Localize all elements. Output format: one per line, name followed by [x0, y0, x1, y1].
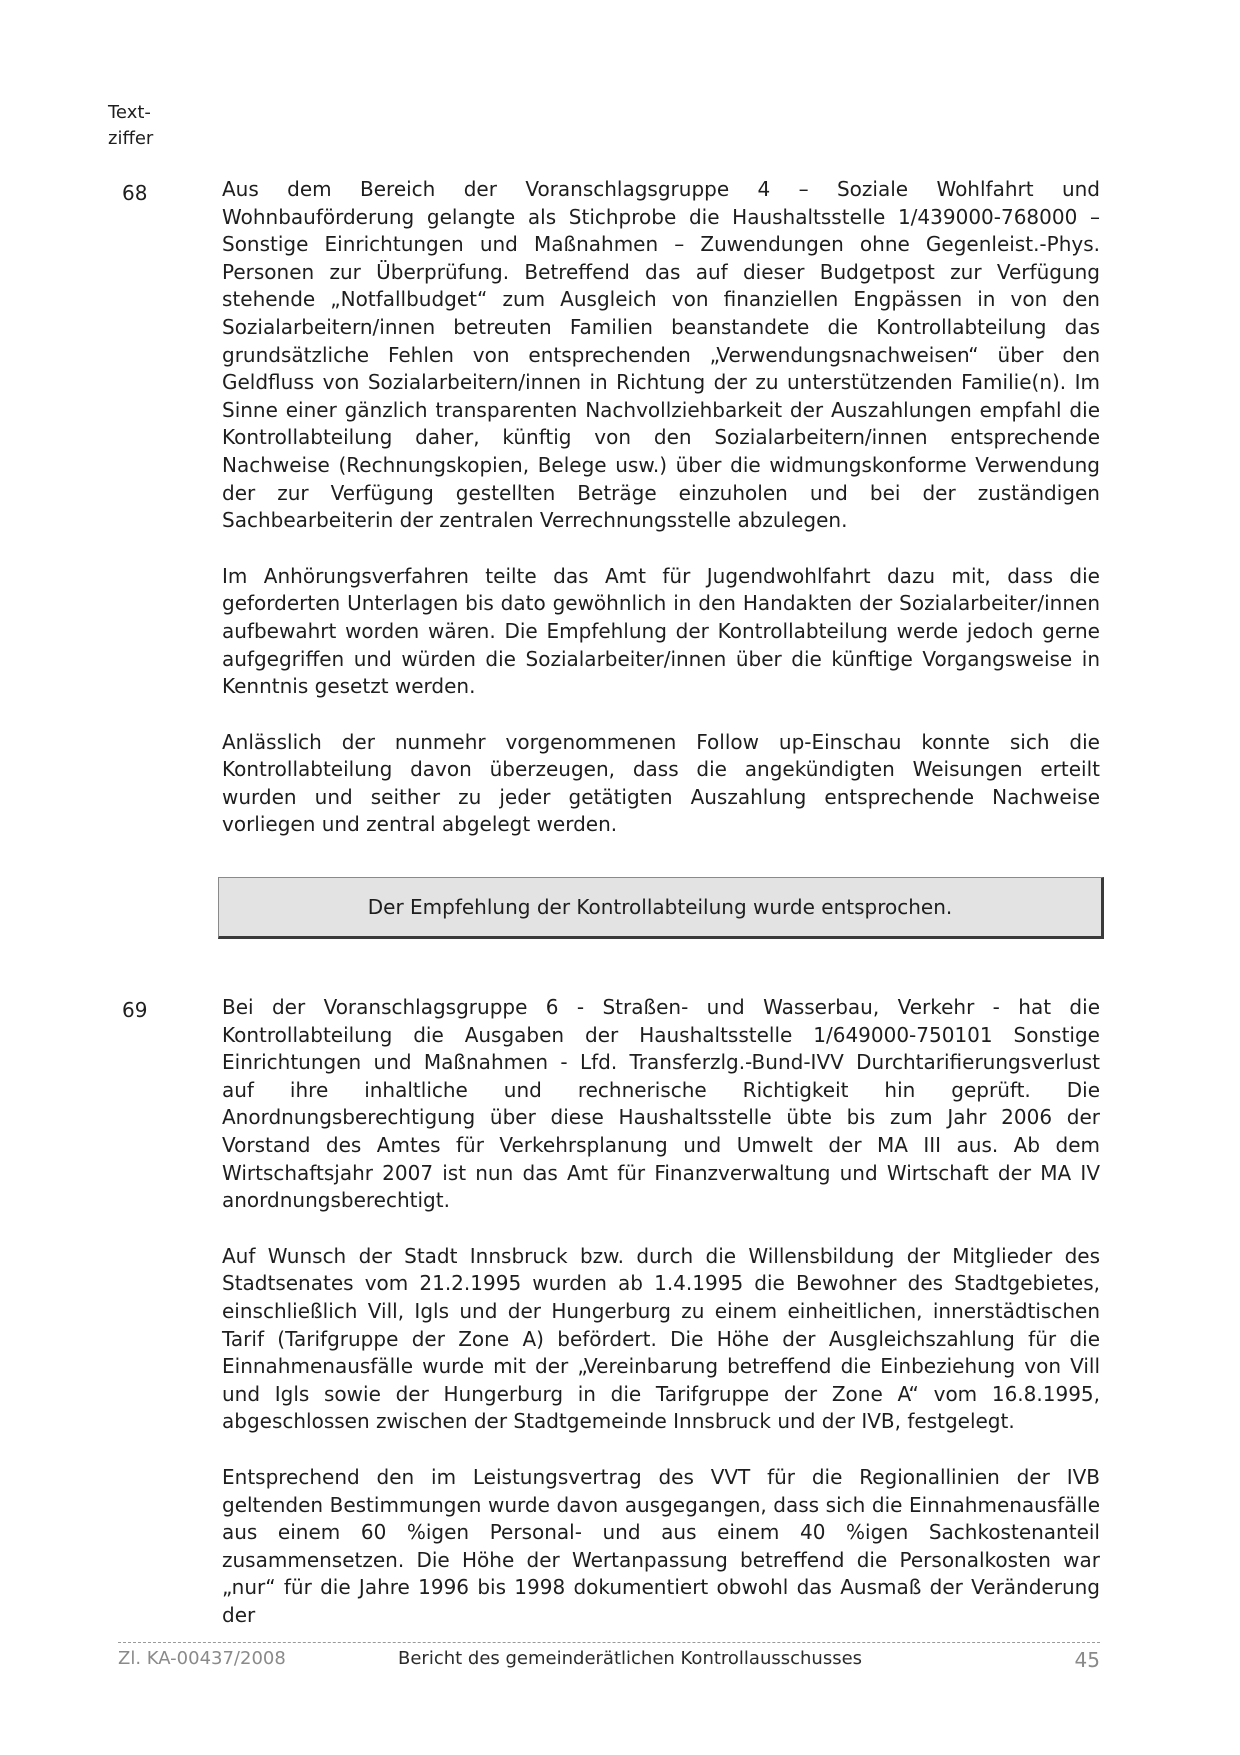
recommendation-notice-box — [218, 877, 1104, 939]
section-number-68: 68 — [122, 181, 148, 205]
paragraph: Im Anhörungsverfahren teilte das Amt für Jugendwohlfahrt dazu mit, dass die geforderten Unterlagen bis dato gewöhnlich in den Handakten der Sozialarbeiter/innen aufbewahrt worden wären. Die Empfehlung der Kontrollabteilung werde jedoch gerne aufgegriffen und würden die Sozialarbeiter/innen über die künftige Vorgangsweise in Kenntnis gesetzt werden. — [222, 563, 1100, 699]
paragraph: Aus dem Bereich der Voranschlagsgruppe 4 – Soziale Wohlfahrt und Wohnbauförderung gelangte als Stichprobe die Haushaltsstelle 1/439000-768000 – Sonstige Einrichtungen und Maßnahmen – Zuwendungen ohne Gegenleist.-Phys. Personen zur Überprüfung. Betreffend das auf dieser Budgetpost zur Verfügung stehende „Notfallbudget“ zum Ausgleich von finanziellen Engpässen in von den Sozialarbeitern/innen betreuten Familien beanstandete die Kontrollabteilung das grundsätzliche Fehlen von entsprechenden „Verwendungsnachweisen“ über den Geldfluss von Sozialarbeitern/innen in Richtung der zu unterstützenden Familie(n). Im Sinne einer gänzlich transparenten Nachvollziehbarkeit der Auszahlungen empfahl die Kontrollabteilung daher, künftig von den Sozialarbeitern/innen entsprechende Nachweise (Rechnungskopien, Belege usw.) über die widmungskonforme Verwendung der zur Verfügung gestellten Beträge einzuholen und bei der zuständigen Sachbearbeiterin der zentralen Verrechnungsstelle abzulegen. — [222, 177, 1100, 533]
footer-divider — [118, 1642, 1100, 1643]
section-number-69: 69 — [122, 998, 148, 1022]
notice-text: Der Empfehlung der Kontrollabteilung wurde entsprochen. — [367, 895, 953, 919]
footer-reference: Zl. KA-00437/2008 — [118, 1648, 286, 1669]
paragraph: Entsprechend den im Leistungsvertrag des VVT für die Regionallinien der IVB geltenden Bestimmungen wurde davon ausgegangen, dass sich die Einnahmenausfälle aus einem 60 %igen Personal- und aus einem 40 %igen Sachkostenanteil zusammensetzen. Die Höhe der Wertanpassung betreffend die Personalkosten war „nur“ für die Jahre 1996 bis 1998 dokumentiert obwohl das Ausmaß der Veränderung der — [222, 1464, 1100, 1627]
paragraph: Anlässlich der nunmehr vorgenommenen Follow up-Einschau konnte sich die Kontrollabteilung davon überzeugen, dass die angekündigten Weisungen erteilt wurden und seither zu jeder getätigten Auszahlung entsprechende Nachweise vorliegen und zentral abgelegt werden. — [222, 729, 1100, 837]
paragraph: Auf Wunsch der Stadt Innsbruck bzw. durch die Willensbildung der Mitglieder des Stadtsenates vom 21.2.1995 wurden ab 1.4.1995 die Bewohner des Stadtgebietes, einschließlich Vill, Igls und der Hungerburg zu einem einheitlichen, innerstädtischen Tarif (Tarifgruppe der Zone A) befördert. Die Höhe der Ausgleichszahlung für die Einnahmenausfälle wurde mit der „Vereinbarung betreffend die Einbeziehung von Vill und Igls sowie der Hungerburg in die Tarifgruppe der Zone A“ vom 16.8.1995, abgeschlossen zwischen der Stadtgemeinde Innsbruck und der IVB, festgelegt. — [222, 1243, 1100, 1434]
page-number: 45 — [1074, 1648, 1100, 1672]
section-69-body — [222, 994, 1100, 1629]
paragraph: Bei der Voranschlagsgruppe 6 - Straßen- und Wasserbau, Verkehr - hat die Kontrollabteilung die Ausgaben der Haushaltsstelle 1/649000-750101 Sonstige Einrichtungen und Maßnahmen - Lfd. Transferzlg.-Bund-IVV Durchtarifierungsverlust auf ihre inhaltliche und rechnerische Richtigkeit hin geprüft. Die Anordnungsberechtigung über diese Haushaltsstelle übte bis zum Jahr 2006 der Vorstand des Amtes für Verkehrsplanung und Umwelt der MA III aus. Ab dem Wirtschaftsjahr 2007 ist nun das Amt für Finanzverwaltung und Wirtschaft der MA IV anordnungsberechtigt. — [222, 995, 1100, 1213]
section-68-body — [222, 176, 1100, 839]
margin-label-line2: ziffer — [108, 128, 154, 149]
margin-label — [108, 100, 153, 152]
margin-label-line1: Text- — [108, 102, 151, 123]
footer-title: Bericht des gemeinderätlichen Kontrollausschusses — [398, 1648, 863, 1669]
